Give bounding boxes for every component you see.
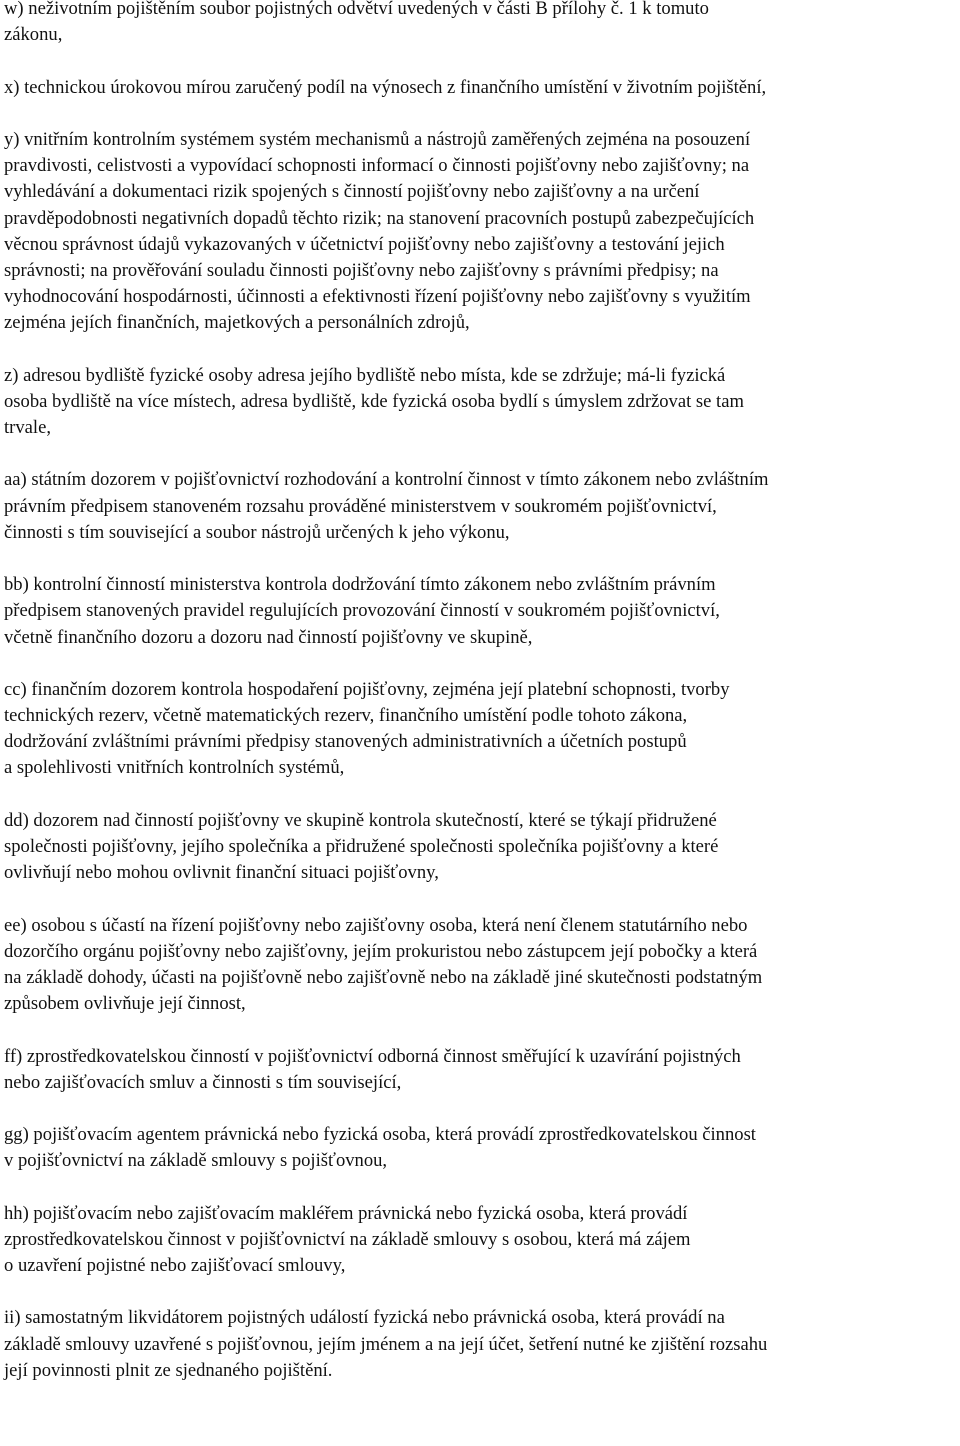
text-line: věcnou správnost údajů vykazovaných v účetnictví pojišťovny nebo zajišťovny a testování jejich [4, 233, 725, 255]
definition-paragraph-aa [4, 467, 956, 546]
text-line: zejména jejích finančních, majetkových a personálních zdrojů, [4, 312, 470, 334]
text-line: dodržování zvláštními právními předpisy stanovených administrativních a účetních postupů [4, 731, 687, 753]
text-line: hh) pojišťovacím nebo zajišťovacím makléřem právnická nebo fyzická osoba, která provádí [4, 1202, 688, 1224]
text-line: ovlivňují nebo mohou ovlivnit finanční situaci pojišťovny, [4, 862, 439, 884]
text-line: v pojišťovnictví na základě smlouvy s pojišťovnou, [4, 1150, 388, 1172]
definition-paragraph-hh [4, 1201, 956, 1280]
text-line: zákonu, [4, 24, 63, 46]
text-line: x) technickou úrokovou mírou zaručený podíl na výnosech z finančního umístění v životním pojištění, [4, 76, 767, 98]
text-line: způsobem ovlivňuje její činnost, [4, 993, 246, 1015]
text-line: vyhodnocování hospodárnosti, účinnosti a efektivnosti řízení pojišťovny nebo zajišťovny s využitím [4, 286, 751, 308]
text-line: w) neživotním pojištěním soubor pojistných odvětví uvedených v části B přílohy č. 1 k tomuto [4, 0, 709, 19]
definition-paragraph-gg [4, 1122, 956, 1174]
text-line: vyhledávání a dokumentaci rizik spojených s činností pojišťovny nebo zajišťovny a na určení [4, 181, 700, 203]
definition-paragraph-z [4, 363, 956, 442]
definition-paragraph-ff [4, 1044, 956, 1096]
document-body [4, 0, 956, 1410]
text-line: ee) osobou s účastí na řízení pojišťovny nebo zajišťovny osoba, která není členem statutárního nebo [4, 914, 748, 936]
definition-paragraph-ii [4, 1305, 956, 1384]
text-line: bb) kontrolní činností ministerstva kontrola dodržování tímto zákonem nebo zvláštním právním [4, 574, 716, 596]
definition-paragraph-x [4, 75, 956, 101]
definition-paragraph-ee [4, 913, 956, 1018]
definition-paragraph-w [4, 0, 956, 48]
text-line: včetně finančního dozoru a dozoru nad činností pojišťovny ve skupině, [4, 626, 533, 648]
definition-paragraph-cc [4, 677, 956, 782]
text-line: pravdivosti, celistvosti a vypovídací schopnosti informací o činnosti pojišťovny nebo zajišťovny; na [4, 155, 750, 177]
text-line: o uzavření pojistné nebo zajišťovací smlouvy, [4, 1255, 346, 1276]
text-line: gg) pojišťovacím agentem právnická nebo fyzická osoba, která provádí zprostředkovatelskou činnost [4, 1124, 756, 1146]
text-line: právním předpisem stanoveném rozsahu prováděné ministerstvem v soukromém pojišťovnictví, [4, 495, 717, 517]
text-line: na základě dohody, účasti na pojišťovně nebo zajišťovně nebo na základě jiné skutečnosti podstatným [4, 966, 763, 988]
definition-paragraph-dd [4, 808, 956, 887]
text-line: cc) finančním dozorem kontrola hospodaření pojišťovny, zejména její platební schopnosti, tvorby [4, 678, 730, 700]
text-line: předpisem stanovených pravidel regulujících provozování činností v soukromém pojišťovnictví, [4, 600, 720, 622]
text-line: pravděpodobnosti negativních dopadů těchto rizik; na stanovení pracovních postupů zabezpečujících [4, 207, 755, 229]
text-line: základě smlouvy uzavřené s pojišťovnou, jejím jménem a na její účet, šetření nutné ke zjištění rozsahu [4, 1333, 768, 1355]
text-line: nebo zajišťovacích smluv a činnosti s tím související, [4, 1071, 402, 1093]
text-line: osoba bydliště na více místech, adresa bydliště, kde fyzická osoba bydlí s úmyslem zdržovat se tam [4, 390, 744, 412]
text-line: dozorčího orgánu pojišťovny nebo zajišťovny, jejím prokuristou nebo zástupcem její pobočky a která [4, 940, 758, 962]
text-line: činnosti s tím související a soubor nástrojů určených k jeho výkonu, [4, 521, 510, 543]
text-line: a spolehlivosti vnitřních kontrolních systémů, [4, 757, 345, 779]
text-line: dd) dozorem nad činností pojišťovny ve skupině kontrola skutečností, které se týkají přidružené [4, 809, 717, 831]
text-line: zprostředkovatelskou činnost v pojišťovnictví na základě smlouvy s osobou, která má zájem [4, 1228, 691, 1250]
text-line: ii) samostatným likvidátorem pojistných událostí fyzická nebo právnická osoba, která provádí na [4, 1307, 725, 1329]
text-line: aa) státním dozorem v pojišťovnictví rozhodování a kontrolní činnost v tímto zákonem nebo zvláštním [4, 469, 769, 491]
definition-paragraph-y [4, 127, 956, 337]
text-line: ff) zprostředkovatelskou činností v pojišťovnictví odborná činnost směřující k uzavírání pojistných [4, 1045, 741, 1067]
text-line: správnosti; na prověřování souladu činnosti pojišťovny nebo zajišťovny s právními předpisy; na [4, 259, 719, 281]
definition-paragraph-bb [4, 572, 956, 651]
text-line: společnosti pojišťovny, jejího společníka a přidružené společnosti společníka pojišťovny a které [4, 836, 719, 857]
text-line: její povinnosti plnit ze sjednaného pojištění. [4, 1359, 333, 1381]
text-line: trvale, [4, 417, 51, 438]
text-line: z) adresou bydliště fyzické osoby adresa jejího bydliště nebo místa, kde se zdržuje; má-li fyzická [4, 364, 726, 386]
text-line: technických rezerv, včetně matematických rezerv, finančního umístění podle tohoto zákona, [4, 705, 688, 727]
text-line: y) vnitřním kontrolním systémem systém mechanismů a nástrojů zaměřených zejména na posouzení [4, 128, 751, 150]
